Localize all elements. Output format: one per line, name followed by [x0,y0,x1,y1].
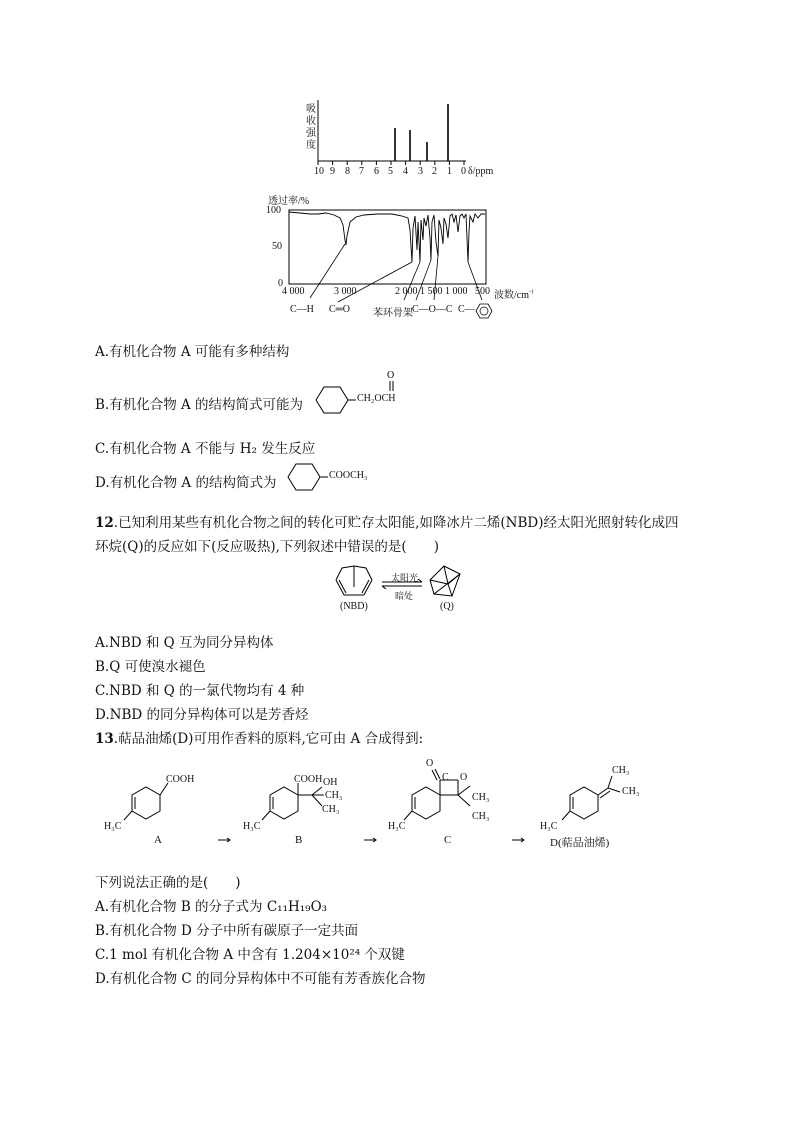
ir-tick-3000: 3 000 [334,286,357,297]
ir-label-c-ph: C— [458,304,475,315]
ir-ylabel: 透过率/% [268,196,310,207]
q13-option-c: C.1 mol 有机化合物 A 中含有 1.204×10²⁴ 个双键 [95,947,405,963]
ir-tick-1000: 1 000 [445,286,468,297]
ir-tick-2000: 2 000 [395,286,418,297]
nmr-tick-9: 9 [330,166,335,177]
ir-y50: 50 [272,241,282,252]
q13-question: 下列说法正确的是( ) [95,875,241,891]
nmr-ylabel-1: 吸 [306,104,316,115]
nmr-tick-6: 6 [374,166,379,177]
q11-option-b: B.有机化合物 A 的结构简式可能为 [95,397,304,413]
nmr-tick-8: 8 [345,166,350,177]
d-h3c: H₃C [540,821,558,832]
nmr-ylabel-3: 强 [306,128,316,139]
c-h3c: H₃C [388,821,406,832]
q11-d-formula: COOCH₃ [329,470,368,481]
nmr-tick-3: 3 [418,166,423,177]
q13-option-b: B.有机化合物 D 分子中所有碳原子一定共面 [95,923,359,939]
b-cooh: COOH [294,774,323,785]
q11-b-formula: CH₂OCH [357,393,396,404]
ir-unit-sup: -1 [529,289,534,296]
q11-option-d: D.有机化合物 A 的结构简式为 [95,475,277,491]
q11-option-a: A.有机化合物 A 可能有多种结构 [95,344,290,360]
ir-label-benzene: 苯环骨架 [373,308,413,319]
ir-tick-1500: 1 500 [420,286,443,297]
nmr-ylabel-4: 度 [306,140,316,151]
b-ch3-bottom: CH₃ [322,804,340,815]
nmr-tick-5: 5 [388,166,393,177]
ir-unit-text: 波数/cm [494,290,529,301]
label-d: D(萜品油烯) [550,837,610,849]
label-c: C [444,834,452,846]
b-h3c: H₃C [243,821,261,832]
d-ch3-bottom: CH₃ [622,786,640,797]
ir-tick-500: 500 [475,286,490,297]
nmr-tick-0: 0 [461,166,466,177]
q13-option-a: A.有机化合物 B 的分子式为 C₁₁H₁₉O₃ [95,899,328,915]
q12-option-b: B.Q 可使溴水褪色 [95,659,206,675]
d-ch3-top: CH₃ [612,765,630,776]
c-ring-o: O [460,772,468,783]
nmr-tick-1: 1 [447,166,452,177]
a-h3c: H₃C [104,821,122,832]
compound-b-structure [262,783,324,820]
q11-option-c: C.有机化合物 A 不能与 H₂ 发生反应 [95,441,316,457]
synthesis-arrows [218,838,524,842]
c-ch3-top: CH₃ [472,792,490,803]
label-b: B [295,834,303,846]
nmr-tick-4: 4 [403,166,408,177]
q12-stem-line2: 环烷(Q)的反应如下(反应吸热),下列叙述中错误的是( ) [95,539,439,555]
nmr-tick-7: 7 [359,166,364,177]
b-carbonyl-o: O [387,370,395,381]
c-carbonyl-o: O [426,758,434,769]
ir-label-co: C═O [329,304,350,315]
nmr-tick-2: 2 [432,166,437,177]
b-ch3-top: CH₃ [325,790,343,801]
nmr-unit: δ/ppm [468,166,494,177]
ir-y0: 0 [278,278,283,289]
b-oh: OH [323,777,338,788]
ir-label-coc: C—O—C [412,304,453,315]
q12-option-c: C.NBD 和 Q 的一氯代物均有 4 种 [95,683,305,699]
q-label: (Q) [440,601,454,612]
q13-number: 13 [95,731,114,747]
nmr-tick-10: 10 [314,166,324,177]
label-a: A [154,834,162,846]
c-ring-c: C [442,772,449,783]
compound-d-structure [562,776,620,820]
q12-stem-text1: .已知利用某些有机化合物之间的转化可贮存太阳能,如降冰片二烯(NBD)经太阳光照射转化成四 [113,515,679,531]
q12-option-d: D.NBD 的同分异构体可以是芳香烃 [95,707,309,723]
c-ch3-bottom: CH₃ [472,811,490,822]
ir-tick-4000: 4 000 [282,286,305,297]
a-cooh: COOH [166,774,195,785]
nmr-ylabel-2: 收 [306,116,316,127]
q12-option-a: A.NBD 和 Q 互为同分异构体 [95,635,274,651]
q13-option-d: D.有机化合物 C 的同分异构体中不可能有芳香族化合物 [95,971,426,987]
nbd-label: (NBD) [340,601,368,612]
compound-a-structure [124,783,168,820]
ir-y100: 100 [266,205,281,216]
arrow-label-bottom: 暗处 [395,591,414,601]
q13-stem-text: .萜品油烯(D)可用作香料的原料,它可由 A 合成得到: [113,731,424,747]
arrow-label-top: 太阳光 [391,573,419,583]
ir-label-ch: C—H [290,304,314,315]
q12-number: 12 [95,515,114,531]
